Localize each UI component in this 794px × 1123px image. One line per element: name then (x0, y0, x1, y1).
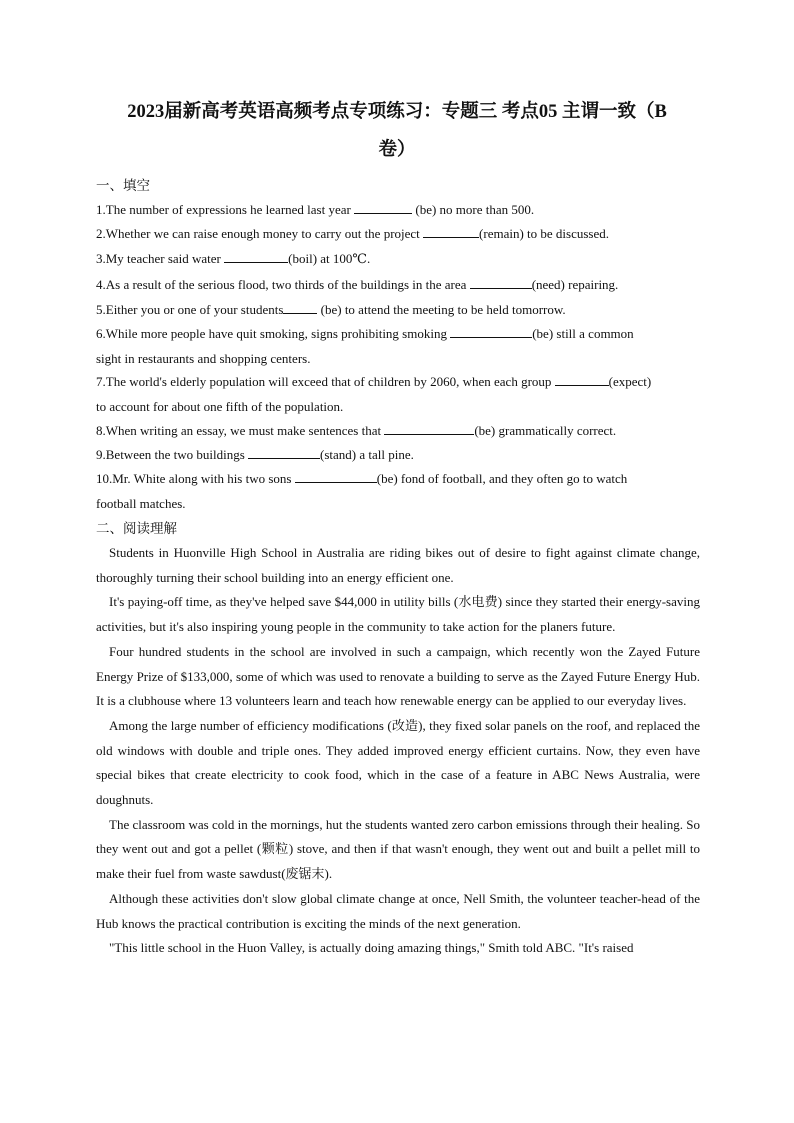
title-line-2: 卷） (378, 140, 416, 160)
question-hint: (boil) at 100℃. (288, 251, 371, 266)
question-text: 2.Whether we can raise enough money to carry out the project (96, 226, 424, 241)
answer-blank (248, 446, 320, 459)
question-9 (96, 443, 706, 468)
answer-blank (283, 301, 317, 314)
question-2 (96, 222, 706, 247)
paragraph: The classroom was cold in the mornings, hut the students wanted zero carbon emissions through their healing. So they went out and got a pellet (颗粒) stove, and then if that wasn't enough, they went out and built a pellet mill to make their fuel from waste sawdust(废锯末). (96, 816, 700, 882)
question-text: 5.Either you or one of your students (96, 302, 284, 317)
question-continuation: sight in restaurants and shopping centers. (96, 350, 311, 366)
question-continuation: football matches. (96, 495, 186, 511)
paragraph: It's paying-off time, as they've helped save $44,000 in utility bills (水电费) since they started their energy-saving activities, but it's also inspiring young people in the community to take action for the planers future. (96, 594, 700, 635)
paragraph: Students in Huonville High School in Australia are riding bikes out of desire to fight against climate change, thoroughly turning their school building into an energy efficient one. (96, 545, 700, 585)
question-text: 6.While more people have quit smoking, signs prohibiting smoking (96, 326, 451, 341)
question-4 (96, 273, 706, 298)
answer-blank (384, 422, 474, 435)
question-text: 7.The world's elderly population will exceed that of children by 2060, when each group (96, 374, 555, 389)
answer-blank (354, 201, 412, 214)
question-8 (96, 419, 706, 444)
paragraph: Among the large number of efficiency modifications (改造), they fixed solar panels on the roof, and replaced the old windows with double and triple ones. They added improved energy efficient curtains. Now, they even have special bikes that create electricity to cook food, which in the case of a feature in ABC News Australia, were doughnuts. (96, 717, 700, 808)
document-title (60, 93, 734, 169)
question-3 (96, 247, 706, 272)
answer-blank (423, 225, 479, 238)
answer-blank (295, 470, 377, 483)
paragraph: "This little school in the Huon Valley, is actually doing amazing things," Smith told ABC. "It's raised (109, 940, 634, 956)
answer-blank (470, 276, 532, 289)
question-hint: (remain) to be discussed. (479, 226, 610, 241)
question-6 (96, 322, 706, 371)
section-heading-fill-in: 一、填空 (96, 178, 150, 194)
answer-blank (450, 325, 532, 338)
question-text: 10.Mr. White along with his two sons (96, 471, 295, 486)
reading-passage (96, 541, 700, 961)
question-1 (96, 198, 706, 223)
question-hint: (need) repairing. (531, 277, 619, 292)
question-text: 4.As a result of the serious flood, two thirds of the buildings in the area (96, 277, 470, 292)
question-hint: (expect) (608, 374, 652, 389)
question-7 (96, 370, 706, 419)
question-text: 3.My teacher said water (96, 251, 225, 266)
paragraph: Four hundred students in the school are involved in such a campaign, which recently won the Zayed Future Energy Prize of $133,000, some of which was used to renovate a building to serve as the Zayed Future Energy Hub. It is a clubhouse where 13 volunteers learn and teach how renewable energy can be applied to our everyday lives. (96, 643, 700, 709)
question-text: 1.The number of expressions he learned last year (96, 202, 355, 217)
question-text: 8.When writing an essay, we must make sentences that (96, 423, 385, 438)
question-hint: (stand) a tall pine. (320, 447, 414, 462)
question-hint: (be) fond of football, and they often go to watch (376, 471, 628, 486)
question-hint: (be) grammatically correct. (474, 423, 617, 438)
question-5 (96, 298, 706, 323)
question-hint: (be) to attend the meeting to be held tomorrow. (317, 302, 566, 317)
answer-blank (555, 373, 609, 386)
question-hint: (be) still a common (532, 326, 634, 341)
paragraph: Although these activities don't slow global climate change at once, Nell Smith, the volunteer teacher-head of the Hub knows the practical contribution is exciting the minds of the next generation. (96, 890, 700, 931)
answer-blank (224, 250, 288, 263)
question-hint: (be) no more than 500. (412, 202, 535, 217)
question-10 (96, 467, 706, 516)
title-line-1: 2023届新高考英语高频考点专项练习：专题三 考点05 主谓一致（B (127, 102, 667, 122)
section-heading-reading: 二、阅读理解 (96, 521, 177, 537)
question-continuation: to account for about one fifth of the population. (96, 398, 344, 414)
question-text: 9.Between the two buildings (96, 447, 249, 462)
